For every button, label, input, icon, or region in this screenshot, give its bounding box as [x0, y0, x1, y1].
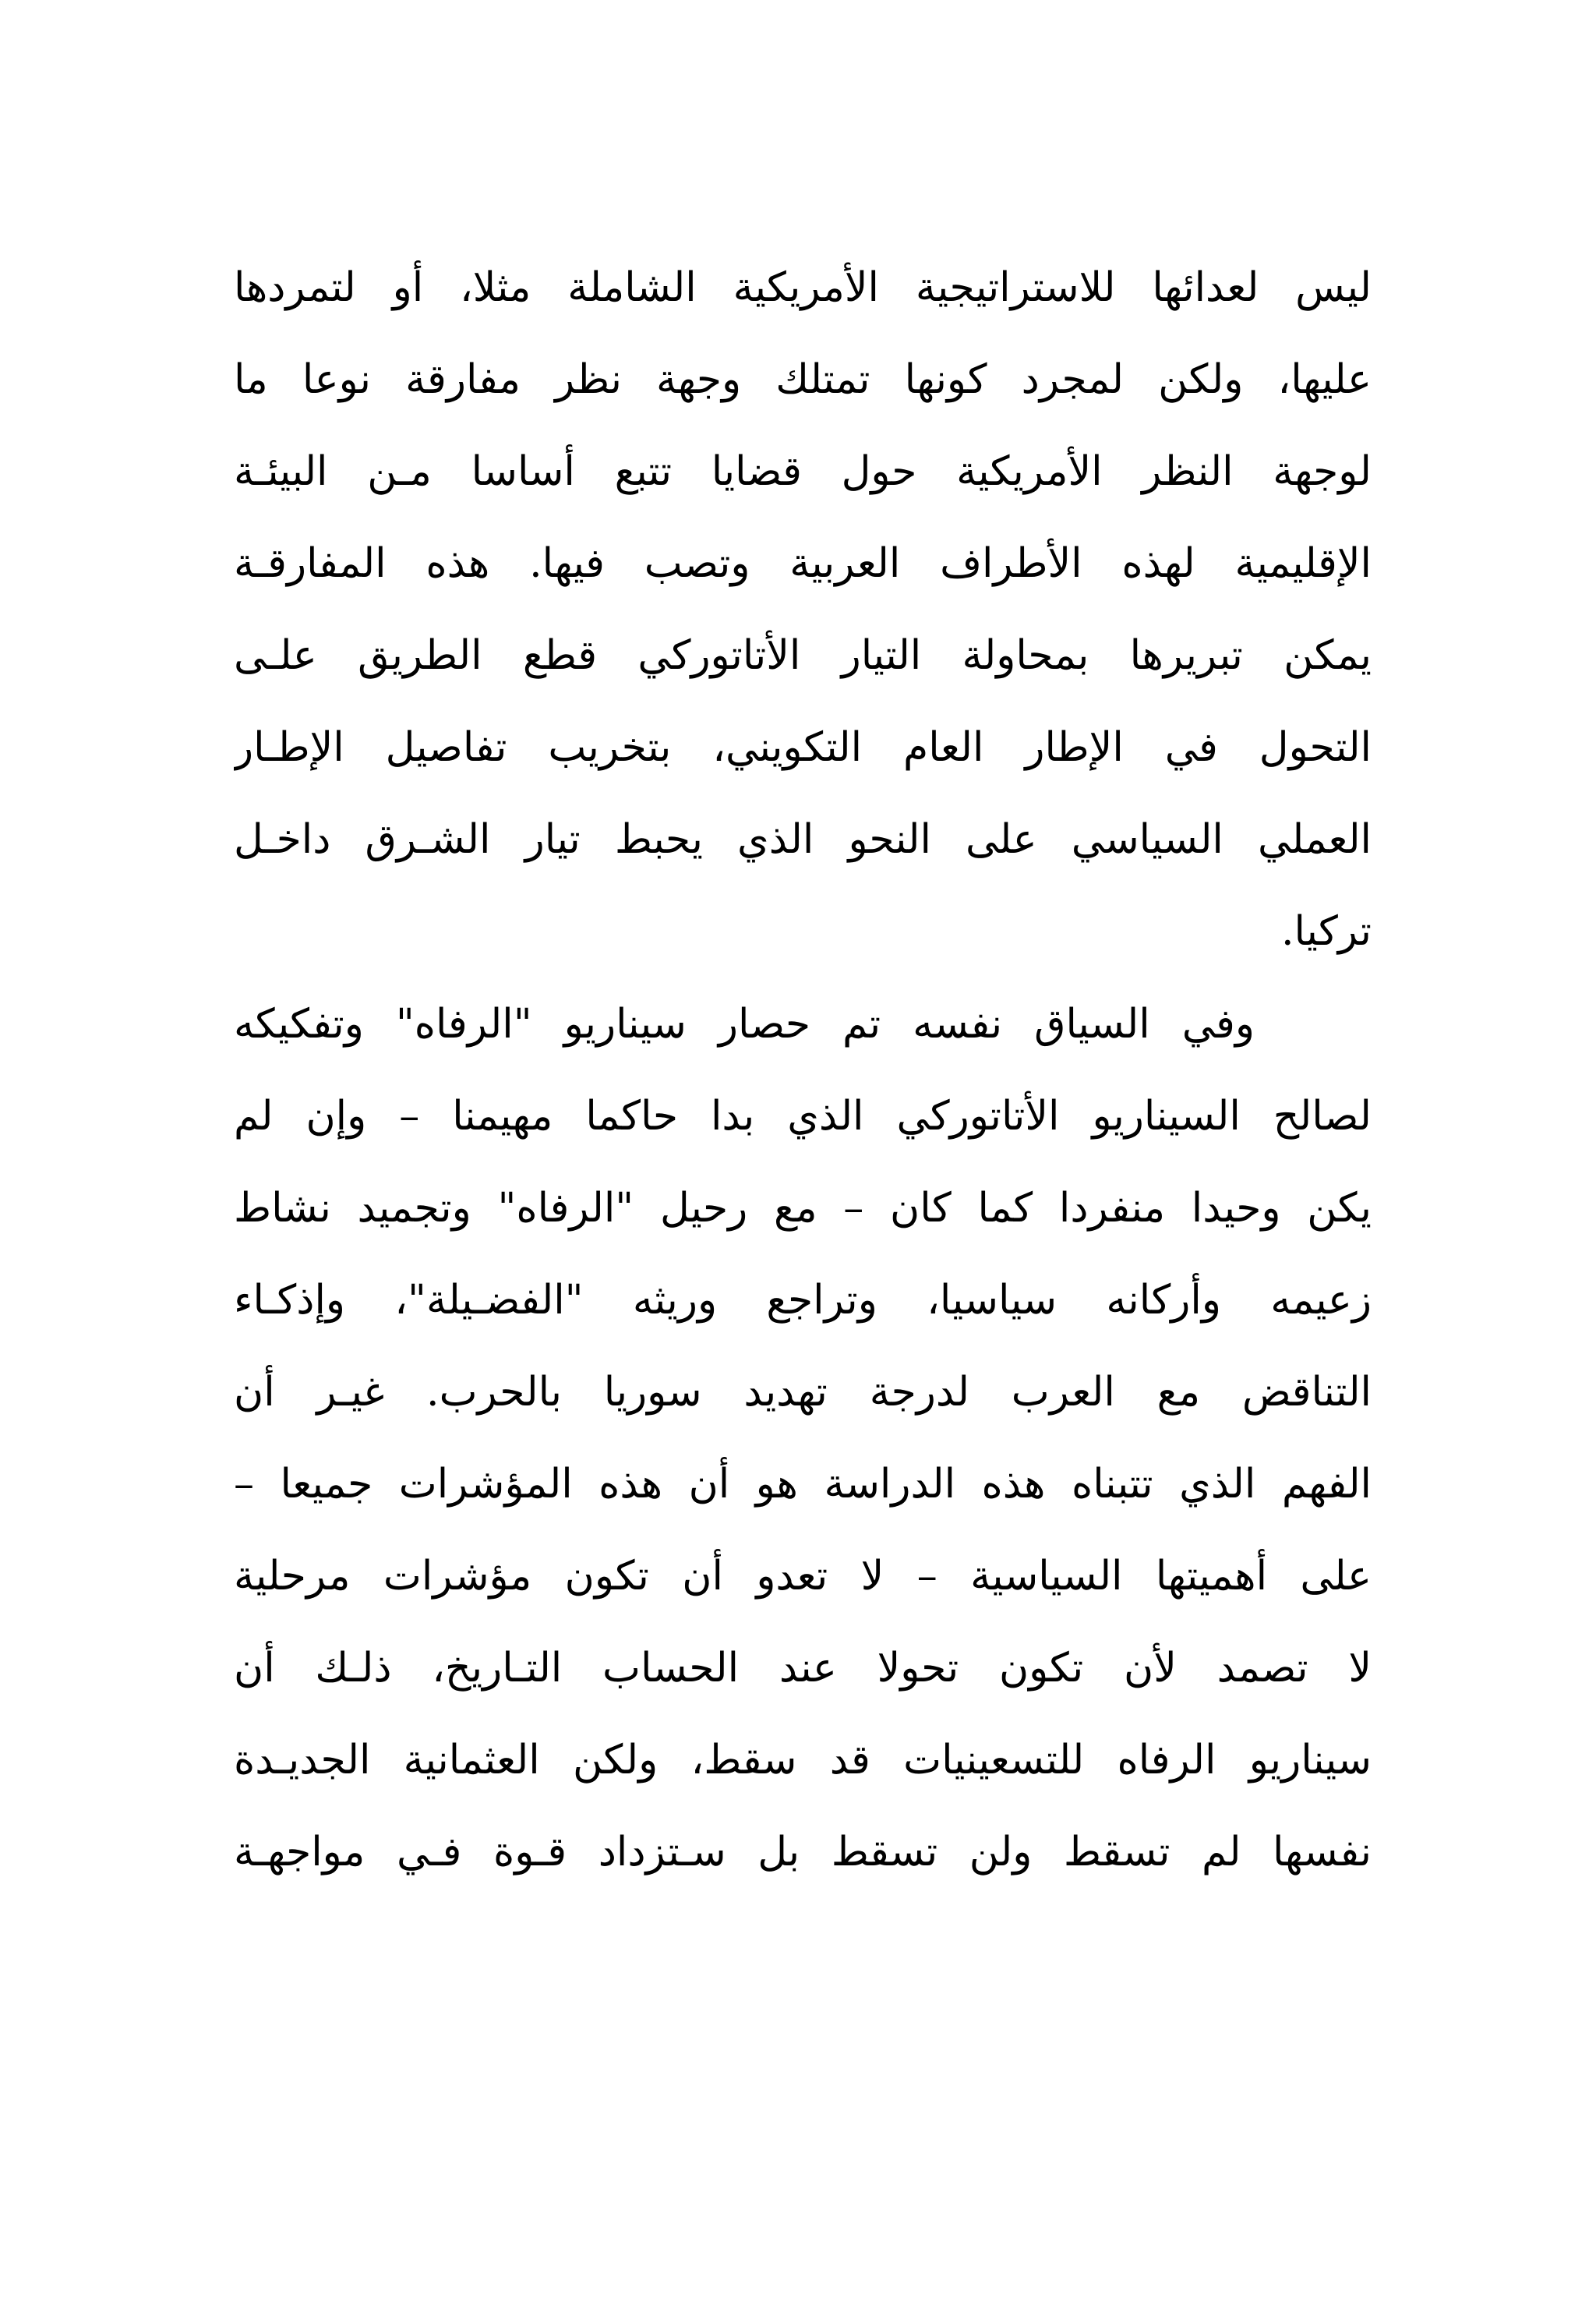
paragraph-2: [234, 978, 1372, 1898]
paragraph-line: تركيا.: [1281, 908, 1372, 955]
paragraph-line: عليها، ولكن لمجرد كونها تمتلك وجهة نظر مفارقة نوعا ما: [234, 356, 1372, 403]
paragraph-line: لوجهة النظر الأمريكية حول قضايا تتبع أساسا مـن البيئـة: [234, 448, 1372, 495]
paragraph-line: نفسها لم تسقط ولن تسقط بل سـتزداد قـوة فـي مواجهـة: [234, 1829, 1372, 1875]
paragraph-line: وفي السياق نفسه تم حصار سيناريو "الرفاه" وتفكيكه: [234, 1001, 1255, 1048]
paragraph-line: زعيمه وأركانه سياسيا، وتراجع وريثه "الفضـيلة"، وإذكـاء: [234, 1277, 1372, 1324]
paragraph-line: ليس لعدائها للاستراتيجية الأمريكية الشاملة مثلا، أو لتمردها: [234, 264, 1372, 311]
paragraph-line: الفهم الذي تتبناه هذه الدراسة هو أن هذه المؤشرات جميعا –: [234, 1461, 1372, 1508]
paragraph-line: الإقليمية لهذه الأطراف العربية وتصب فيها. هذه المفارقـة: [234, 540, 1372, 587]
paragraph-line: يمكن تبريرها بمحاولة التيار الأتاتوركي قطع الطريق علـى: [234, 632, 1372, 679]
paragraph-line: يكن وحيدا منفردا كما كان – مع رحيل "الرفاه" وتجميد نشاط: [234, 1185, 1372, 1232]
paragraph-1: [234, 242, 1372, 978]
paragraph-line: لا تصمد لأن تكون تحولا عند الحساب التـاريخ، ذلـك أن: [234, 1645, 1372, 1692]
paragraph-line: على أهميتها السياسية – لا تعدو أن تكون مؤشرات مرحلية: [234, 1553, 1372, 1600]
paragraph-line: التناقض مع العرب لدرجة تهديد سوريا بالحرب. غيـر أن: [234, 1369, 1372, 1416]
paragraph-line: سيناريو الرفاه للتسعينيات قد سقط، ولكن العثمانية الجديـدة: [234, 1737, 1372, 1784]
paragraph-line: لصالح السيناريو الأتاتوركي الذي بدا حاكما مهيمنا – وإن لم: [234, 1093, 1372, 1140]
paragraph-line: التحول في الإطار العام التكويني، بتخريب تفاصيل الإطـار: [234, 724, 1372, 771]
paragraph-line: العملي السياسي على النحو الذي يحبط تيار الشـرق داخـل: [234, 816, 1372, 863]
